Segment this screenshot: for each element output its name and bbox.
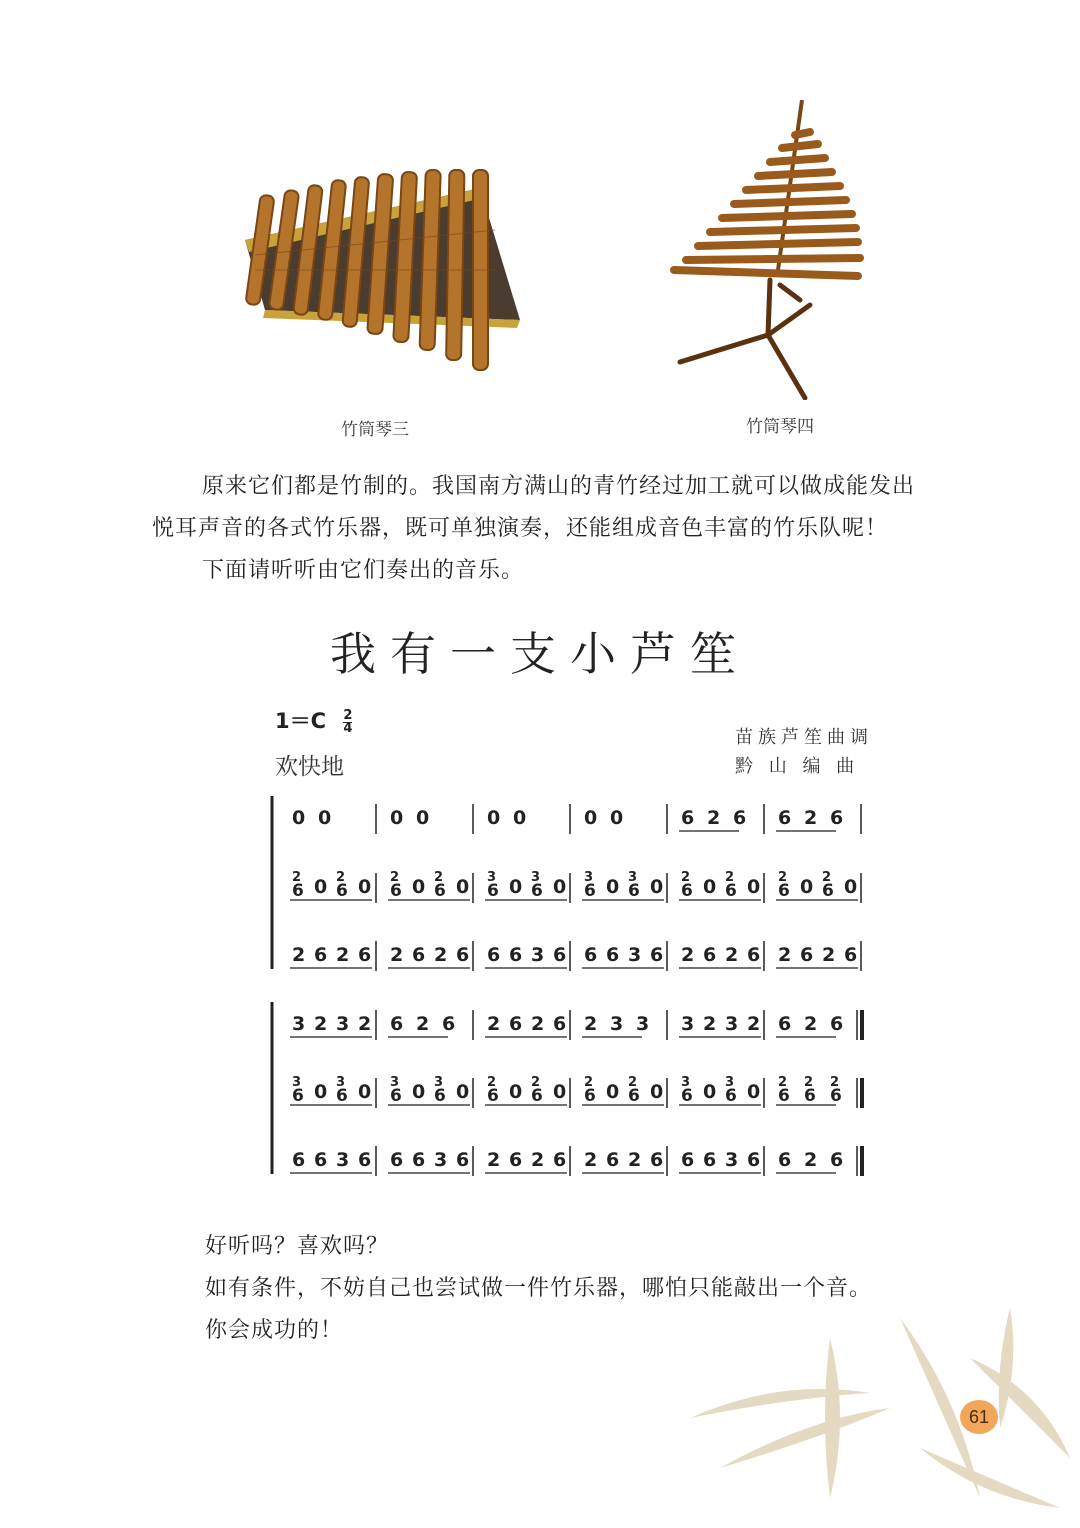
note: 6 [553, 944, 567, 966]
note: 2 [487, 1013, 501, 1035]
closing-line-2: 如有条件，不妨自己也尝试做一件竹乐器，哪怕只能敲出一个音。 [205, 1276, 873, 1301]
note: 6 [778, 807, 792, 829]
note: 2 [292, 944, 306, 966]
chord-upper-note: 3 [434, 1075, 444, 1090]
note: 6 [606, 944, 620, 966]
note: 6 [747, 1149, 761, 1171]
chord-lower-note: 6 [292, 881, 304, 901]
note: 6 [553, 1013, 567, 1035]
note: 0 [456, 876, 470, 898]
note: 6 [487, 944, 501, 966]
note: 0 [314, 876, 328, 898]
intro-line-2: 悦耳声音的各式竹乐器，既可单独演奏，还能组成音色丰富的竹乐队呢！ [152, 516, 889, 541]
note: 0 [513, 807, 527, 829]
chord-upper-note: 2 [487, 1075, 497, 1090]
chord-upper-note: 2 [830, 1075, 840, 1090]
note: 6 [314, 944, 328, 966]
note: 0 [553, 876, 567, 898]
chord-upper-note: 2 [628, 1075, 638, 1090]
note: 2 [703, 1013, 717, 1035]
chord-upper-note: 3 [487, 870, 497, 885]
chord-lower-note: 6 [531, 1086, 543, 1106]
note: 6 [442, 1013, 456, 1035]
note: 2 [358, 1013, 372, 1035]
chord-upper-note: 3 [336, 1075, 346, 1090]
note: 6 [681, 807, 695, 829]
chord-lower-note: 6 [434, 881, 446, 901]
note: 6 [830, 1013, 844, 1035]
chord-lower-note: 6 [778, 881, 790, 901]
note: 0 [800, 876, 814, 898]
note: 6 [584, 944, 598, 966]
note: 2 [390, 944, 404, 966]
chord-upper-note: 3 [725, 1075, 735, 1090]
note: 2 [804, 807, 818, 829]
note: 3 [336, 1013, 350, 1035]
note: 0 [487, 807, 501, 829]
song-title: 我有一支小芦笙 [330, 627, 750, 681]
note: 2 [314, 1013, 328, 1035]
key-signature [275, 705, 352, 735]
chord-lower-note: 6 [390, 881, 402, 901]
note: 6 [650, 944, 664, 966]
note: 0 [412, 876, 426, 898]
closing-line-1: 好听吗？喜欢吗？ [205, 1234, 390, 1259]
note: 6 [390, 1149, 404, 1171]
note: 0 [292, 807, 306, 829]
note: 3 [336, 1149, 350, 1171]
note: 0 [314, 1081, 328, 1103]
note: 2 [487, 1149, 501, 1171]
note: 2 [804, 1149, 818, 1171]
note: 3 [610, 1013, 624, 1035]
note: 2 [531, 1013, 545, 1035]
note: 3 [725, 1149, 739, 1171]
note: 6 [314, 1149, 328, 1171]
time-top: 2 [343, 707, 353, 723]
chord-upper-note: 2 [584, 1075, 594, 1090]
chord-upper-note: 3 [628, 870, 638, 885]
note: 0 [390, 807, 404, 829]
note: 2 [681, 944, 695, 966]
note: 0 [606, 1081, 620, 1103]
chord-upper-note: 2 [434, 870, 444, 885]
note: 0 [318, 807, 332, 829]
note: 2 [804, 1013, 818, 1035]
note: 0 [412, 1081, 426, 1103]
chord-upper-note: 3 [292, 1075, 302, 1090]
chord-lower-note: 6 [584, 881, 596, 901]
note: 3 [636, 1013, 650, 1035]
chord-upper-note: 2 [804, 1075, 814, 1090]
note: 3 [531, 944, 545, 966]
note: 6 [509, 1149, 523, 1171]
note: 3 [628, 944, 642, 966]
note: 0 [456, 1081, 470, 1103]
note: 2 [707, 807, 721, 829]
note: 3 [681, 1013, 695, 1035]
chord-lower-note: 6 [292, 1086, 304, 1106]
note: 6 [830, 1149, 844, 1171]
chord-upper-note: 2 [778, 1075, 788, 1090]
note: 6 [509, 944, 523, 966]
chord-upper-note: 2 [531, 1075, 541, 1090]
note: 2 [725, 944, 739, 966]
note: 6 [390, 1013, 404, 1035]
chord-upper-note: 3 [681, 1075, 691, 1090]
tempo-marking: 欢快地 [275, 754, 344, 780]
time-signature [343, 707, 353, 736]
note: 0 [650, 1081, 664, 1103]
note: 2 [628, 1149, 642, 1171]
note: 2 [336, 944, 350, 966]
note: 2 [584, 1149, 598, 1171]
note: 2 [822, 944, 836, 966]
chord-upper-note: 2 [725, 870, 735, 885]
chord-upper-note: 2 [390, 870, 400, 885]
note: 0 [358, 876, 372, 898]
key-label: 1＝C [275, 709, 327, 733]
note: 0 [747, 876, 761, 898]
note: 2 [416, 1013, 430, 1035]
credit-origin: 苗族芦笙曲调 [735, 727, 873, 748]
chord-upper-note: 3 [390, 1075, 400, 1090]
page-number-badge: 61 [960, 1400, 998, 1434]
note: 6 [733, 807, 747, 829]
chord-lower-note: 6 [830, 1086, 842, 1106]
note: 0 [747, 1081, 761, 1103]
chord-lower-note: 6 [822, 881, 834, 901]
note: 6 [844, 944, 858, 966]
chord-upper-note: 2 [336, 870, 346, 885]
chord-lower-note: 6 [681, 881, 693, 901]
chord-lower-note: 6 [681, 1086, 693, 1106]
note: 0 [509, 1081, 523, 1103]
bamboo-xylophone-three-image [225, 160, 525, 400]
note: 6 [703, 1149, 717, 1171]
note: 0 [606, 876, 620, 898]
note: 6 [703, 944, 717, 966]
chord-upper-note: 3 [584, 870, 594, 885]
chord-lower-note: 6 [725, 881, 737, 901]
note: 6 [830, 807, 844, 829]
chord-upper-note: 2 [822, 870, 832, 885]
chord-lower-note: 6 [725, 1086, 737, 1106]
chord-lower-note: 6 [390, 1086, 402, 1106]
note: 0 [509, 876, 523, 898]
note: 0 [703, 876, 717, 898]
listen-line: 下面请听听由它们奏出的音乐。 [202, 558, 525, 583]
bamboo-leaves-decoration [660, 1298, 1080, 1528]
note: 6 [412, 944, 426, 966]
note: 6 [509, 1013, 523, 1035]
note: 6 [778, 1149, 792, 1171]
note: 0 [703, 1081, 717, 1103]
chord-upper-note: 2 [292, 870, 302, 885]
note: 2 [778, 944, 792, 966]
note: 6 [292, 1149, 306, 1171]
note: 3 [725, 1013, 739, 1035]
closing-line-3: 你会成功的！ [205, 1318, 344, 1343]
chord-upper-note: 2 [681, 870, 691, 885]
note: 6 [778, 1013, 792, 1035]
note: 6 [456, 1149, 470, 1171]
note: 0 [610, 807, 624, 829]
intro-paragraph [152, 466, 982, 592]
note: 2 [584, 1013, 598, 1035]
chord-upper-note: 3 [531, 870, 541, 885]
note: 0 [358, 1081, 372, 1103]
note: 6 [412, 1149, 426, 1171]
chord-lower-note: 6 [531, 881, 543, 901]
note: 6 [747, 944, 761, 966]
chord-lower-note: 6 [584, 1086, 596, 1106]
chord-lower-note: 6 [487, 1086, 499, 1106]
chord-lower-note: 6 [487, 881, 499, 901]
caption-bamboo-xylophone-three: 竹筒琴三 [341, 420, 409, 440]
note: 0 [650, 876, 664, 898]
chord-lower-note: 6 [434, 1086, 446, 1106]
note: 2 [747, 1013, 761, 1035]
note: 6 [606, 1149, 620, 1171]
note: 2 [434, 944, 448, 966]
intro-line-1: 原来它们都是竹制的。我国南方满山的青竹经过加工就可以做成能发出 [202, 474, 916, 499]
note: 2 [531, 1149, 545, 1171]
note: 0 [584, 807, 598, 829]
chord-lower-note: 6 [336, 1086, 348, 1106]
note: 6 [358, 944, 372, 966]
chord-lower-note: 6 [628, 1086, 640, 1106]
note: 0 [553, 1081, 567, 1103]
note: 6 [358, 1149, 372, 1171]
credit-arranger: 黔 山 编 曲 [735, 756, 860, 777]
note: 6 [553, 1149, 567, 1171]
chord-upper-note: 2 [778, 870, 788, 885]
caption-bamboo-xylophone-four: 竹筒琴四 [746, 417, 814, 437]
note: 6 [800, 944, 814, 966]
note: 6 [456, 944, 470, 966]
note: 6 [681, 1149, 695, 1171]
time-bottom: 4 [343, 720, 353, 736]
note: 3 [292, 1013, 306, 1035]
note: 6 [650, 1149, 664, 1171]
score-notation [0, 790, 1080, 1210]
note: 3 [434, 1149, 448, 1171]
chord-lower-note: 6 [336, 881, 348, 901]
chord-lower-note: 6 [778, 1086, 790, 1106]
chord-lower-note: 6 [628, 881, 640, 901]
note: 0 [844, 876, 858, 898]
note: 0 [416, 807, 430, 829]
bamboo-xylophone-four-image [660, 100, 870, 400]
chord-lower-note: 6 [804, 1086, 816, 1106]
